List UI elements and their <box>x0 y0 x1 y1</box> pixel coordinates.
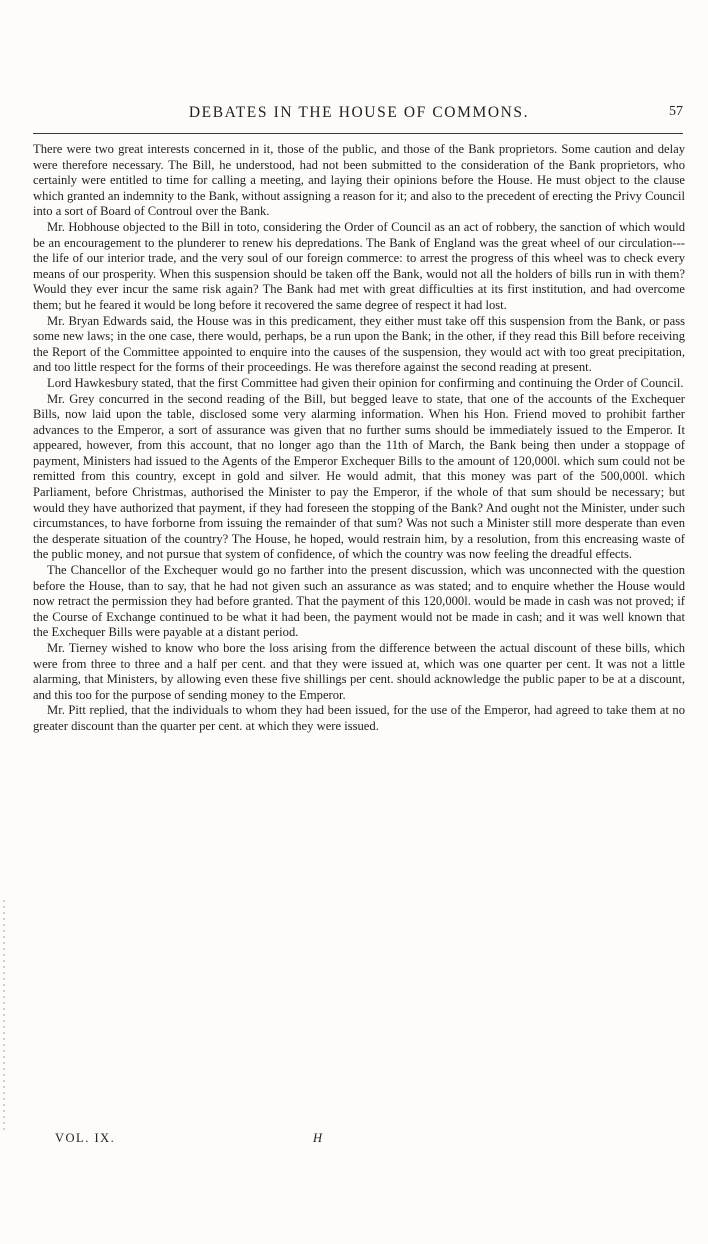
running-header <box>35 100 683 126</box>
paragraph: Mr. Hobhouse objected to the Bill in toto, considering the Order of Council as an act of robbery, the sanction of which would be an encouragement to the plunderer to renew his depredations. The Bank of England was the great wheel of our circulation---the life of our interior trade, and the very soul of our foreign commerce: to arrest the progress of this wheel was to check every means of our prosperity. When this suspension should be taken off the Bank, would not all the holders of bills run in with them? Would they ever incur the same risk again? The Bank had met with great difficulties at its first institution, and had overcome them; but he feared it would be long before it recovered the same degree of respect it had lost. <box>33 219 685 312</box>
paragraph: Mr. Tierney wished to know who bore the loss arising from the difference between the actual discount of these bills, which were from three to three and a half per cent. and that they were issued at, which was one quarter per cent. It was not a little alarming, that Ministers, by allowing even these five shillings per cent. should acknowledge the public paper to be at a discount, and this too for the purpose of sending money to the Emperor. <box>33 641 685 702</box>
binding-edge-mark <box>3 900 5 1130</box>
header-rule <box>33 133 683 134</box>
paragraph: Mr. Pitt replied, that the individuals to whom they had been issued, for the use of the Emperor, had agreed to take them at no greater discount than the quarter per cent. at which they were issued. <box>33 703 685 733</box>
paragraph: Mr. Grey concurred in the second reading of the Bill, but begged leave to state, that one of the accounts of the Exchequer Bills, now laid upon the table, disclosed some very alarming information. When his Hon. Friend moved to prohibit farther advances to the Emperor, a sort of assurance was given that no further sums should be immediately issued to the Emperor. It appeared, however, from this account, that no longer ago than the 11th of March, the Bank being then under a stoppage of payment, Ministers had issued to the Agents of the Emperor Exchequer Bills to the amount of 120,000l. which sum could not be remitted from this country, except in gold and silver. He would admit, that this money was part of the 500,000l. which Parliament, before Christmas, authorised the Minister to pay the Emperor, if the whole of that sum should be necessary; but would they have authorized that payment, if they had foreseen the stopping of the Bank? And ought not the Minister, under such circumstances, to have forborne from issuing the remainder of that sum? Was not such a Minister still more desperate than even the desperate situation of the country? The House, he hoped, would restrain him, by a resolution, from this encreasing waste of the public money, and not pursue that system of confidence, of which the country was now feeling the dreadful effects. <box>33 391 685 562</box>
page-body <box>33 142 685 735</box>
running-title: DEBATES IN THE HOUSE OF COMMONS. <box>188 104 530 121</box>
page-number: 57 <box>669 104 683 119</box>
paragraph: The Chancellor of the Exchequer would go no farther into the present discussion, which was unconnected with the question before the House, than to say, that he had not given such an assurance as was stated; and to enquire whether the House would now retract the permission they had before granted. That the payment of this 120,000l. would be made in cash was not proved; if the Course of Exchange continued to be what it had been, the payment would not be made in cash; and it was well known that the Exchequer Bills were payable at a distant period. <box>33 563 685 640</box>
page-footer <box>55 1131 355 1146</box>
paragraph: Mr. Bryan Edwards said, the House was in this predicament, they either must take off this suspension from the Bank, or pass some new laws; in the one case, there would, perhaps, be a run upon the Bank; in the other, if they read this Bill before receiving the Report of the Committee appointed to enquire into the causes of the suspension, they would act with too great precipitation, and too little respect for the forms of their proceedings. He was therefore against the second reading at present. <box>33 313 685 375</box>
paragraph: There were two great interests concerned in it, those of the public, and those of the Bank proprietors. Some caution and delay were therefore necessary. The Bill, he understood, had not been submitted to the consideration of the Bank proprietors, who certainly were entitled to time for calling a meeting, and laying their opinions before the House. He must object to the clause which granted an indemnity to the Bank, without assigning a reason for it; and also to the precedent of erecting the Privy Council into a sort of Board of Controul over the Bank. <box>33 142 685 219</box>
paragraph: Lord Hawkesbury stated, that the first Committee had given their opinion for confirming and continuing the Order of Council. <box>47 375 684 390</box>
signature-mark: H <box>313 1131 323 1145</box>
volume-label: VOL. IX. <box>55 1131 116 1145</box>
